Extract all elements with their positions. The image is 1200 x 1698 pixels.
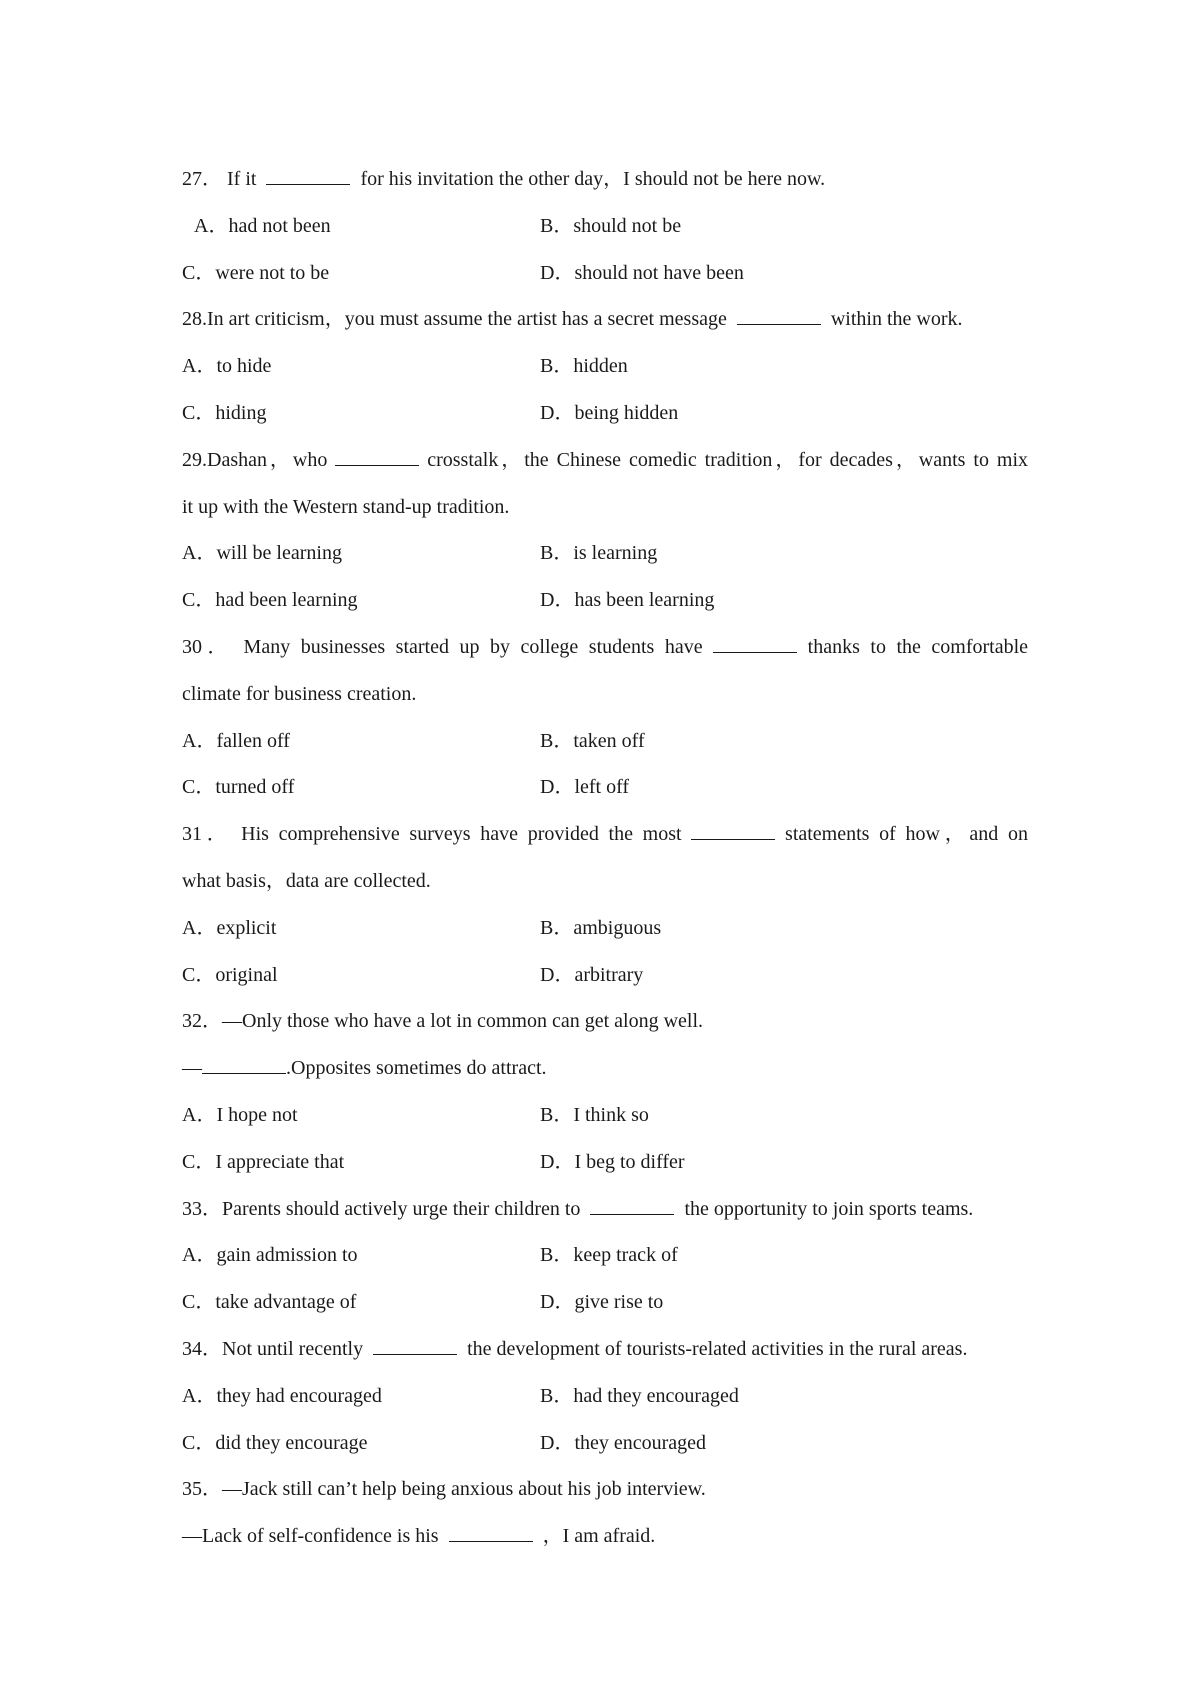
answer-blank [713,634,797,653]
option-d: D．has been learning [540,589,715,612]
option-b: B．I think so [540,1103,649,1126]
question-31-stem-line-2: what basis，data are collected. [182,869,431,892]
answer-blank [373,1336,457,1355]
question-34-options-row-1 [182,1373,1028,1420]
question-29-options-row-2 [182,577,1028,624]
option-b: B．taken off [540,729,645,752]
question-29-options-row-1 [182,530,1028,577]
option-a: A．fallen off [182,729,290,752]
option-b: B．keep track of [540,1244,678,1267]
question-30-options-row-1 [182,718,1028,765]
question-32-stem-line-1: 32．—Only those who have a lot in common can get along well. [182,1010,704,1033]
answer-blank [590,1196,674,1215]
option-d: D．give rise to [540,1291,664,1314]
option-a: A．they had encouraged [182,1384,382,1407]
option-c: C．hiding [182,401,267,424]
question-29-stem-line-2: it up with the Western stand-up tradition. [182,495,510,518]
option-c: C．were not to be [182,261,330,284]
question-number: 30． [182,635,234,658]
option-b: B．is learning [540,542,658,565]
option-b: B．had they encouraged [540,1384,739,1407]
option-b: B．hidden [540,355,628,378]
option-d: D．left off [540,776,630,799]
option-d: D．being hidden [540,401,679,424]
option-a: A．gain admission to [182,1244,358,1267]
question-list [182,156,1028,1560]
answer-blank [737,306,821,325]
question-28-options-row-2 [182,390,1028,437]
question-30-stem-line-2: climate for business creation. [182,682,417,705]
answer-blank [691,821,775,840]
question-27-options-row-1 [182,203,1028,250]
option-c: C．had been learning [182,589,358,612]
question-27-options-row-2 [182,250,1028,297]
question-number: 34． [182,1337,222,1360]
question-35-stem-line-1: 35．—Jack still can’t help being anxious about his job interview. [182,1478,706,1501]
question-28-options-row-1 [182,343,1028,390]
question-30-options-row-2 [182,764,1028,811]
question-28-stem: 28.In art criticism，you must assume the artist has a secret message within the work. [182,308,963,331]
option-c: C．I appreciate that [182,1150,345,1173]
question-34-options-row-2 [182,1420,1028,1467]
question-33-options-row-1 [182,1232,1028,1279]
answer-blank [449,1523,533,1542]
question-34-stem: 34．Not until recently the development of tourists-related activities in the rural areas. [182,1337,968,1360]
question-number: 28. [182,308,207,331]
option-a: A．explicit [182,916,277,939]
option-c: C．turned off [182,776,295,799]
question-31-stem-line-1: 31． His comprehensive surveys have provided the most statements of how，and on [182,823,1029,846]
question-29-stem-line-1: 29.Dashan，who crosstalk，the Chinese comedic tradition，for decades，wants to mix [182,448,1028,471]
option-d: D．should not have been [540,261,744,284]
option-c: C．take advantage of [182,1291,357,1314]
question-32-stem-line-2: — .Opposites sometimes do attract. [182,1057,547,1080]
question-number: 33． [182,1197,222,1220]
question-35-stem-line-2: —Lack of self-confidence is his ，I am afraid. [182,1525,656,1548]
option-a: A．will be learning [182,542,342,565]
question-number: 29. [182,448,207,471]
question-number: 32． [182,1010,222,1033]
option-a: A．I hope not [182,1103,298,1126]
answer-blank [202,1055,286,1074]
question-32-options-row-2 [182,1139,1028,1186]
question-33-stem: 33．Parents should actively urge their children to the opportunity to join sports teams. [182,1197,974,1220]
option-d: D．arbitrary [540,963,644,986]
option-c: C．did they encourage [182,1431,368,1454]
option-b: B．should not be [540,214,682,237]
option-b: B．ambiguous [540,916,662,939]
answer-blank [266,166,350,185]
option-c: C．original [182,963,278,986]
option-d: D．I beg to differ [540,1150,685,1173]
question-number: 27． [182,168,222,190]
question-number: 35． [182,1478,222,1501]
option-d: D．they encouraged [540,1431,707,1454]
option-a: A．had not been [194,214,331,237]
answer-blank [335,447,419,466]
question-31-options-row-1 [182,905,1028,952]
question-33-options-row-2 [182,1279,1028,1326]
question-32-options-row-1 [182,1092,1028,1139]
question-31-options-row-2 [182,952,1028,999]
question-30-stem-line-1: 30． Many businesses started up by college students have thanks to the comfortable [182,635,1029,658]
question-number: 31． [182,823,232,846]
option-a: A．to hide [182,355,272,378]
question-27-stem: 27． If it for his invitation the other day，I should not be here now. [182,168,826,190]
